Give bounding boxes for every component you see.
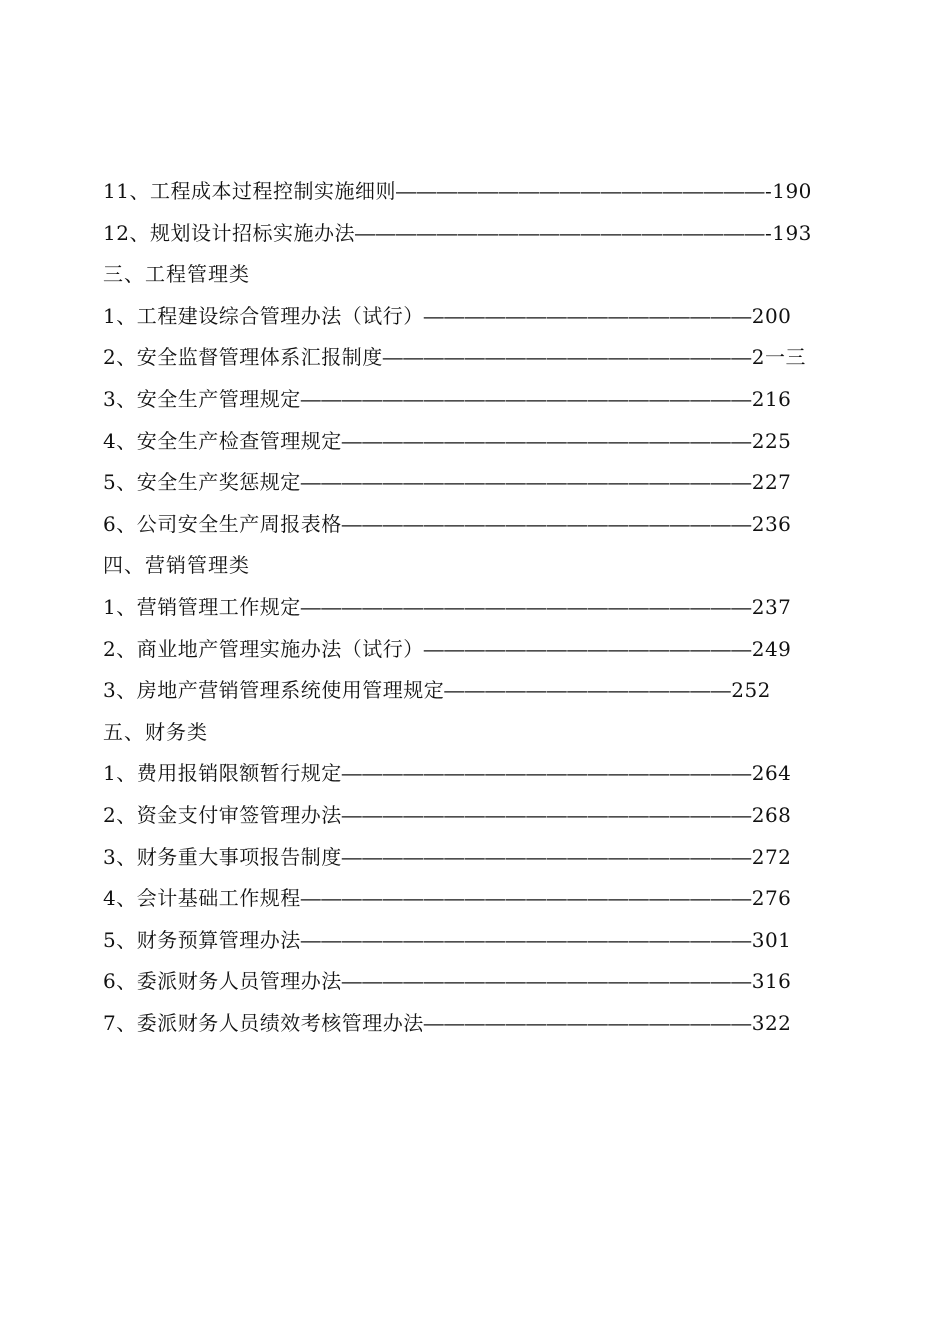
toc-entry bbox=[103, 670, 863, 712]
toc-leader: ―――――――――――――――― bbox=[423, 636, 752, 661]
toc-page-number: 193 bbox=[772, 220, 812, 245]
toc-entry bbox=[103, 1003, 863, 1045]
toc-section-title: 四、营销管理类 bbox=[103, 553, 250, 578]
toc-entry bbox=[103, 462, 863, 504]
toc-leader: ―――――――――――――――― bbox=[423, 1010, 752, 1035]
toc-leader: ―――――――――――――――――――― bbox=[341, 844, 752, 869]
toc-entry bbox=[103, 337, 863, 379]
toc-entry-title: 3、安全生产管理规定 bbox=[103, 386, 301, 411]
toc-entry-title: 4、安全生产检查管理规定 bbox=[103, 428, 342, 453]
toc-entry bbox=[103, 587, 863, 629]
toc-entry-title: 4、会计基础工作规程 bbox=[103, 886, 301, 911]
toc-entry-title: 2、资金支付审签管理办法 bbox=[103, 802, 342, 827]
toc-entry-title: 2、商业地产管理实施办法（试行） bbox=[103, 636, 424, 661]
toc-entry-title: 12、规划设计招标实施办法 bbox=[103, 220, 355, 245]
toc-leader: ―――――――――――――――― bbox=[423, 303, 752, 328]
toc-entry bbox=[103, 753, 863, 795]
toc-page-number: 227 bbox=[751, 470, 792, 495]
toc-entry bbox=[103, 878, 863, 920]
toc-page-number: 301 bbox=[751, 927, 792, 952]
toc-leader: ―――――――――――――――――――― bbox=[341, 428, 752, 453]
toc-section-heading bbox=[103, 712, 863, 754]
toc-entry bbox=[103, 629, 863, 671]
toc-entry-title: 5、安全生产奖惩规定 bbox=[103, 470, 301, 495]
toc-page-number: 322 bbox=[751, 1010, 792, 1035]
toc-entry bbox=[103, 171, 863, 213]
toc-leader: ―――――――――――――― bbox=[444, 678, 732, 703]
toc-entry bbox=[103, 961, 863, 1003]
toc-page-number: 190 bbox=[772, 179, 812, 203]
toc-page-number: 200 bbox=[751, 303, 792, 328]
toc-leader: ――――――――――――――――――- bbox=[395, 179, 773, 203]
toc-page-number: 276 bbox=[751, 886, 792, 911]
toc-leader: ―――――――――――――――――――――― bbox=[300, 470, 752, 495]
toc-entry bbox=[103, 213, 863, 255]
toc-leader: ――――――――――――――――――――- bbox=[354, 220, 773, 245]
toc-page-number: 252 bbox=[731, 678, 771, 703]
toc-entry-title: 7、委派财务人员绩效考核管理办法 bbox=[103, 1010, 424, 1035]
toc-leader: ―――――――――――――――――――――― bbox=[300, 594, 752, 619]
toc-leader: ―――――――――――――――――――― bbox=[341, 511, 752, 536]
toc-entry-title: 6、委派财务人员管理办法 bbox=[103, 969, 342, 994]
toc-page-number: 237 bbox=[751, 594, 792, 619]
toc-entry-title: 2、安全监督管理体系汇报制度 bbox=[103, 345, 383, 370]
toc-page-number: 236 bbox=[751, 511, 792, 536]
toc-entry bbox=[103, 504, 863, 546]
toc-leader: ―――――――――――――――――――――― bbox=[300, 927, 752, 952]
toc-entry-title: 1、营销管理工作规定 bbox=[103, 594, 301, 619]
toc-page-number: 272 bbox=[751, 844, 792, 869]
toc-entry bbox=[103, 837, 863, 879]
toc-entry-title: 5、财务预算管理办法 bbox=[103, 927, 301, 952]
toc-entry bbox=[103, 296, 863, 338]
table-of-contents bbox=[103, 171, 863, 1044]
toc-page-number: 216 bbox=[751, 386, 792, 411]
toc-section-title: 三、工程管理类 bbox=[103, 262, 250, 287]
toc-page-number: 316 bbox=[751, 969, 792, 994]
toc-entry-title: 1、费用报销限额暂行规定 bbox=[103, 761, 342, 786]
toc-page-number: 264 bbox=[751, 761, 792, 786]
toc-page-number: 268 bbox=[751, 802, 792, 827]
toc-section-title: 五、财务类 bbox=[103, 719, 208, 744]
toc-leader: ―――――――――――――――――――― bbox=[341, 969, 752, 994]
toc-page-number: 2一三 bbox=[751, 345, 806, 370]
toc-page-number: 249 bbox=[751, 636, 792, 661]
toc-entry-title: 1、工程建设综合管理办法（试行） bbox=[103, 303, 424, 328]
toc-entry bbox=[103, 795, 863, 837]
toc-entry-title: 6、公司安全生产周报表格 bbox=[103, 511, 342, 536]
toc-page-number: 225 bbox=[751, 428, 792, 453]
toc-leader: ―――――――――――――――――― bbox=[382, 345, 752, 370]
toc-entry bbox=[103, 421, 863, 463]
toc-leader: ―――――――――――――――――――― bbox=[341, 802, 752, 827]
toc-entry bbox=[103, 379, 863, 421]
toc-leader: ―――――――――――――――――――――― bbox=[300, 386, 752, 411]
toc-entry-title: 3、财务重大事项报告制度 bbox=[103, 844, 342, 869]
toc-entry-title: 11、工程成本过程控制实施细则 bbox=[103, 179, 396, 203]
toc-leader: ―――――――――――――――――――――― bbox=[300, 886, 752, 911]
toc-entry bbox=[103, 920, 863, 962]
toc-entry-title: 3、房地产营销管理系统使用管理规定 bbox=[103, 678, 445, 703]
toc-section-heading bbox=[103, 545, 863, 587]
toc-section-heading bbox=[103, 254, 863, 296]
toc-leader: ―――――――――――――――――――― bbox=[341, 761, 752, 786]
